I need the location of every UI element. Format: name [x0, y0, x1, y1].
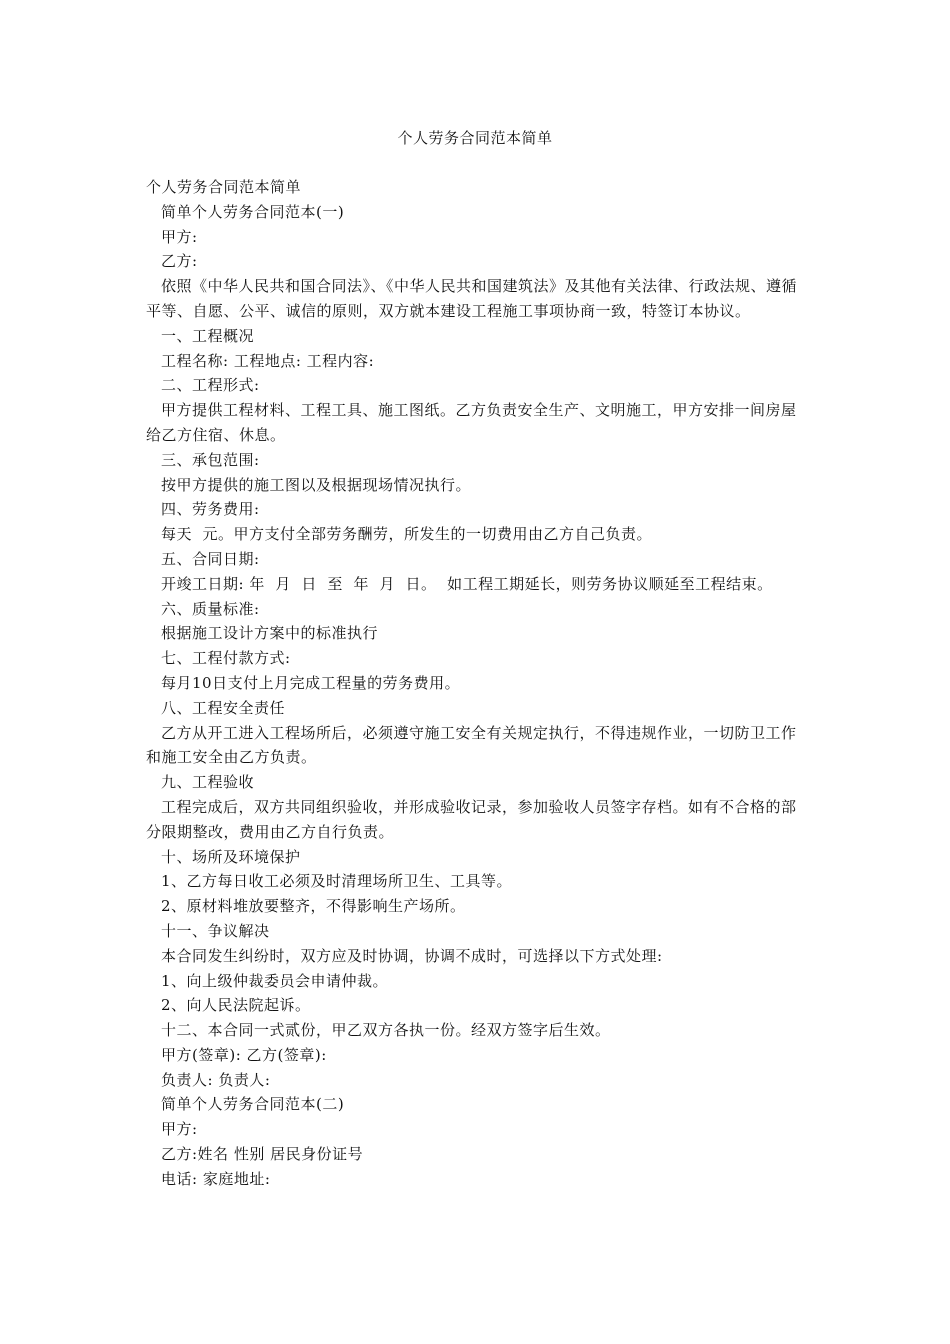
paragraph: 七、工程付款方式:: [161, 649, 291, 668]
paragraph: 1、向上级仲裁委员会申请仲裁。: [161, 971, 389, 990]
paragraph: 十二、本合同一式贰份，甲乙双方各执一份。经双方签字后生效。: [161, 1021, 611, 1040]
paragraph: 一、工程概况: [161, 326, 255, 345]
paragraph: 三、承包范围:: [161, 450, 260, 469]
paragraph: 八、工程安全责任: [161, 698, 286, 717]
paragraph: 乙方:: [161, 252, 198, 271]
paragraph: 工程名称: 工程地点: 工程内容:: [161, 351, 375, 370]
paragraph: 简单个人劳务合同范本(二): [161, 1095, 345, 1114]
paragraph: 开竣工日期: 年 月 日 至 年 月 日。 如工程工期延长，则劳务协议顺延至工程结束。: [161, 574, 773, 593]
paragraph: 甲方(签章): 乙方(签章):: [161, 1045, 327, 1064]
paragraph: 乙方:姓名 性别 居民身份证号: [161, 1145, 364, 1164]
paragraph: 个人劳务合同范本简单: [146, 178, 302, 196]
paragraph: 十、场所及环境保护: [161, 847, 301, 866]
paragraph: 2、原材料堆放要整齐，不得影响生产场所。: [161, 897, 466, 916]
paragraph: 二、工程形式:: [161, 376, 260, 395]
paragraph: 2、向人民法院起诉。: [161, 996, 311, 1015]
paragraph: 依照《中华人民共和国合同法》、《中华人民共和国建筑法》及其他有关法律、行政法规、遵循平等、自愿、公平、诚信的原则，双方就本建设工程施工事项协商一致，特签订本协议。: [146, 277, 798, 320]
paragraph: 甲方:: [161, 1120, 198, 1139]
paragraph: 六、质量标准:: [161, 599, 260, 618]
document-body: [146, 175, 802, 1192]
paragraph: 简单个人劳务合同范本(一): [161, 202, 345, 221]
paragraph: 电话: 家庭地址:: [161, 1169, 271, 1188]
paragraph: 九、工程验收: [161, 773, 255, 792]
paragraph: 本合同发生纠纷时，双方应及时协调，协调不成时，可选择以下方式处理:: [161, 946, 663, 965]
document-title: 个人劳务合同范本简单: [397, 129, 553, 147]
paragraph: 甲方:: [161, 227, 198, 246]
paragraph: 1、乙方每日收工必须及时清理场所卫生、工具等。: [161, 872, 513, 891]
paragraph: 按甲方提供的施工图以及根据现场情况执行。: [161, 475, 472, 494]
paragraph: 乙方从开工进入工程场所后，必须遵守施工安全有关规定执行，不得违规作业，一切防卫工作和施工安全由乙方负责。: [146, 723, 797, 767]
paragraph: 负责人: 负责人:: [161, 1070, 271, 1089]
paragraph: 甲方提供工程材料、工程工具、施工图纸。乙方负责安全生产、文明施工，甲方安排一间房屋给乙方住宿、休息。: [146, 401, 797, 444]
paragraph: 十一、争议解决: [161, 921, 270, 940]
paragraph: 每天 元。甲方支付全部劳务酬劳，所发生的一切费用由乙方自己负责。: [161, 525, 653, 544]
paragraph: 五、合同日期:: [161, 549, 260, 568]
paragraph: 根据施工设计方案中的标准执行: [161, 624, 379, 643]
paragraph: 工程完成后，双方共同组织验收，并形成验收记录，参加验收人员签字存档。如有不合格的部分限期整改，费用由乙方自行负责。: [146, 797, 797, 841]
paragraph: 四、劳务费用:: [161, 500, 260, 519]
paragraph: 每月10日支付上月完成工程量的劳务费用。: [161, 673, 461, 692]
